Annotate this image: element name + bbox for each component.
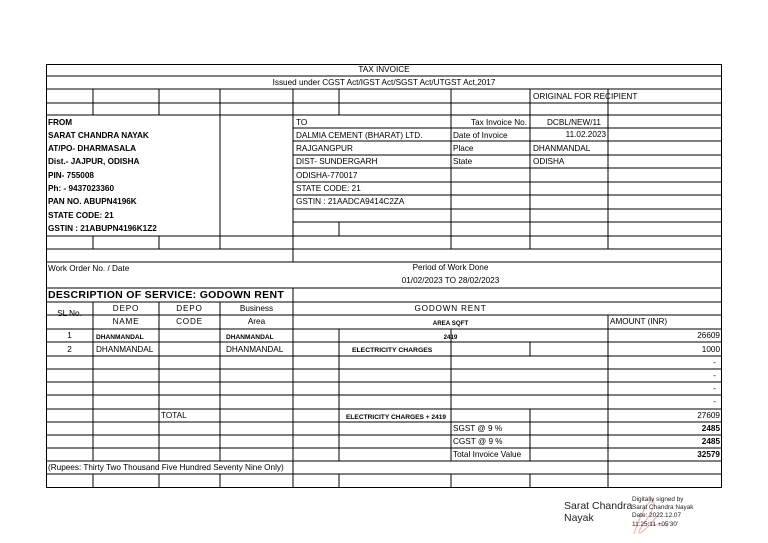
state-value: ODISHA [533, 157, 565, 166]
sgst-amount: 2485 [701, 424, 720, 433]
signer-name: Sarat Chandra Nayak [564, 500, 633, 524]
row-depo: DHANMANDAL [96, 334, 144, 341]
blank-amount: - [713, 371, 716, 380]
stamp-line: 11:25:11 +05'30' [632, 520, 679, 528]
col-depo-name: DEPO [112, 304, 140, 313]
row-depo: DHANMANDAL [96, 345, 154, 354]
signature-stamp [632, 496, 693, 529]
to-line: DIST- SUNDERGARH [296, 157, 378, 166]
from-label: FROM [48, 118, 73, 127]
row-desc: 2419 [443, 334, 458, 341]
total-amount: 27609 [697, 411, 720, 420]
col-sl-no: SL No. [57, 309, 82, 318]
row-amount: 1000 [701, 345, 720, 354]
blank-amount: - [713, 358, 716, 367]
to-line: ODISHA-770017 [296, 171, 358, 180]
invoice-date: 11.02.2023 [565, 130, 606, 139]
from-line: Ph: - 9437023360 [48, 184, 114, 193]
row-area: DHANMANDAL [226, 345, 284, 354]
invoice-value: 32579 [697, 450, 720, 459]
tax-invoice-no: DCBL/NEW/11 [547, 118, 601, 127]
col-amount: AMOUNT (INR) [610, 317, 668, 326]
tax-invoice-sheet [46, 64, 722, 488]
state-label: State [453, 157, 473, 166]
col-area-sqft: AREA SQFT [432, 320, 469, 327]
from-line: AT/PO- DHARMASALA [48, 144, 137, 153]
date-label: Date of Invoice [453, 131, 508, 140]
col-depo-code: DEPO [176, 304, 203, 313]
from-line: PAN NO. ABUPN4196K [48, 197, 137, 206]
invoice-title: TAX INVOICE [358, 65, 410, 74]
work-order-label: Work Order No. / Date [48, 264, 130, 273]
col-depo-name: NAME [112, 317, 140, 326]
row-sl: 2 [67, 345, 72, 354]
from-line: GSTIN : 21ABUPN4196K1Z2 [48, 224, 157, 233]
period-label: Period of Work Done [412, 263, 489, 272]
stamp-line: Date: 2022.12.07 [632, 512, 682, 520]
stamp-line: Sarat Chandra Nayak [632, 504, 694, 512]
to-line: DALMIA CEMENT (BHARAT) LTD. [296, 131, 423, 140]
to-line: RAJGANGPUR [296, 144, 353, 153]
copy-label: ORIGINAL FOR RECIPIENT [533, 92, 638, 101]
tax-invoice-no-label: Tax Invoice No. [471, 118, 527, 127]
to-line: GSTIN : 21AADCA9414C2ZA [296, 197, 405, 206]
from-line: SARAT CHANDRA NAYAK [48, 131, 149, 140]
from-line: STATE CODE: 21 [48, 211, 114, 220]
row-amount: 26609 [697, 331, 720, 340]
col-business-area: Business [239, 304, 274, 313]
place-label: Place [453, 144, 474, 153]
place-value: DHANMANDAL [533, 144, 591, 153]
blank-amount: - [713, 397, 716, 406]
col-depo-code: CODE [176, 317, 203, 326]
period-value: 01/02/2023 TO 28/02/2023 [401, 276, 500, 285]
col-godown-rent: GODOWN RENT [414, 304, 487, 313]
to-line: STATE CODE: 21 [296, 184, 361, 193]
col-business-area: Area [247, 317, 266, 326]
to-label: TO [296, 118, 308, 127]
invoice-value-label: Total Invoice Value [453, 450, 522, 459]
invoice-subtitle: Issued under CGST Act/IGST Act/SGST Act/UTGST Act,2017 [272, 78, 496, 87]
from-line: Dist.- JAJPUR, ODISHA [48, 157, 140, 166]
digital-signature [560, 494, 760, 540]
stamp-line: Digitally signed by [632, 496, 684, 503]
row-desc: ELECTRICITY CHARGES [352, 347, 433, 354]
sgst-label: SGST @ 9 % [453, 424, 503, 433]
row-area: DHANMANDAL [226, 334, 274, 341]
blank-amount: - [713, 384, 716, 393]
from-line: PIN- 755008 [48, 171, 94, 180]
total-desc: ELECTRICITY CHARGES + 2419 [346, 414, 447, 421]
cgst-amount: 2485 [701, 437, 720, 446]
service-description: DESCRIPTION OF SERVICE: GODOWN RENT [48, 289, 285, 301]
row-sl: 1 [67, 331, 72, 340]
cgst-label: CGST @ 9 % [453, 437, 503, 446]
amount-in-words: (Rupees: Thirty Two Thousand Five Hundred Seventy Nine Only) [48, 463, 284, 472]
total-label: TOTAL [161, 411, 187, 420]
